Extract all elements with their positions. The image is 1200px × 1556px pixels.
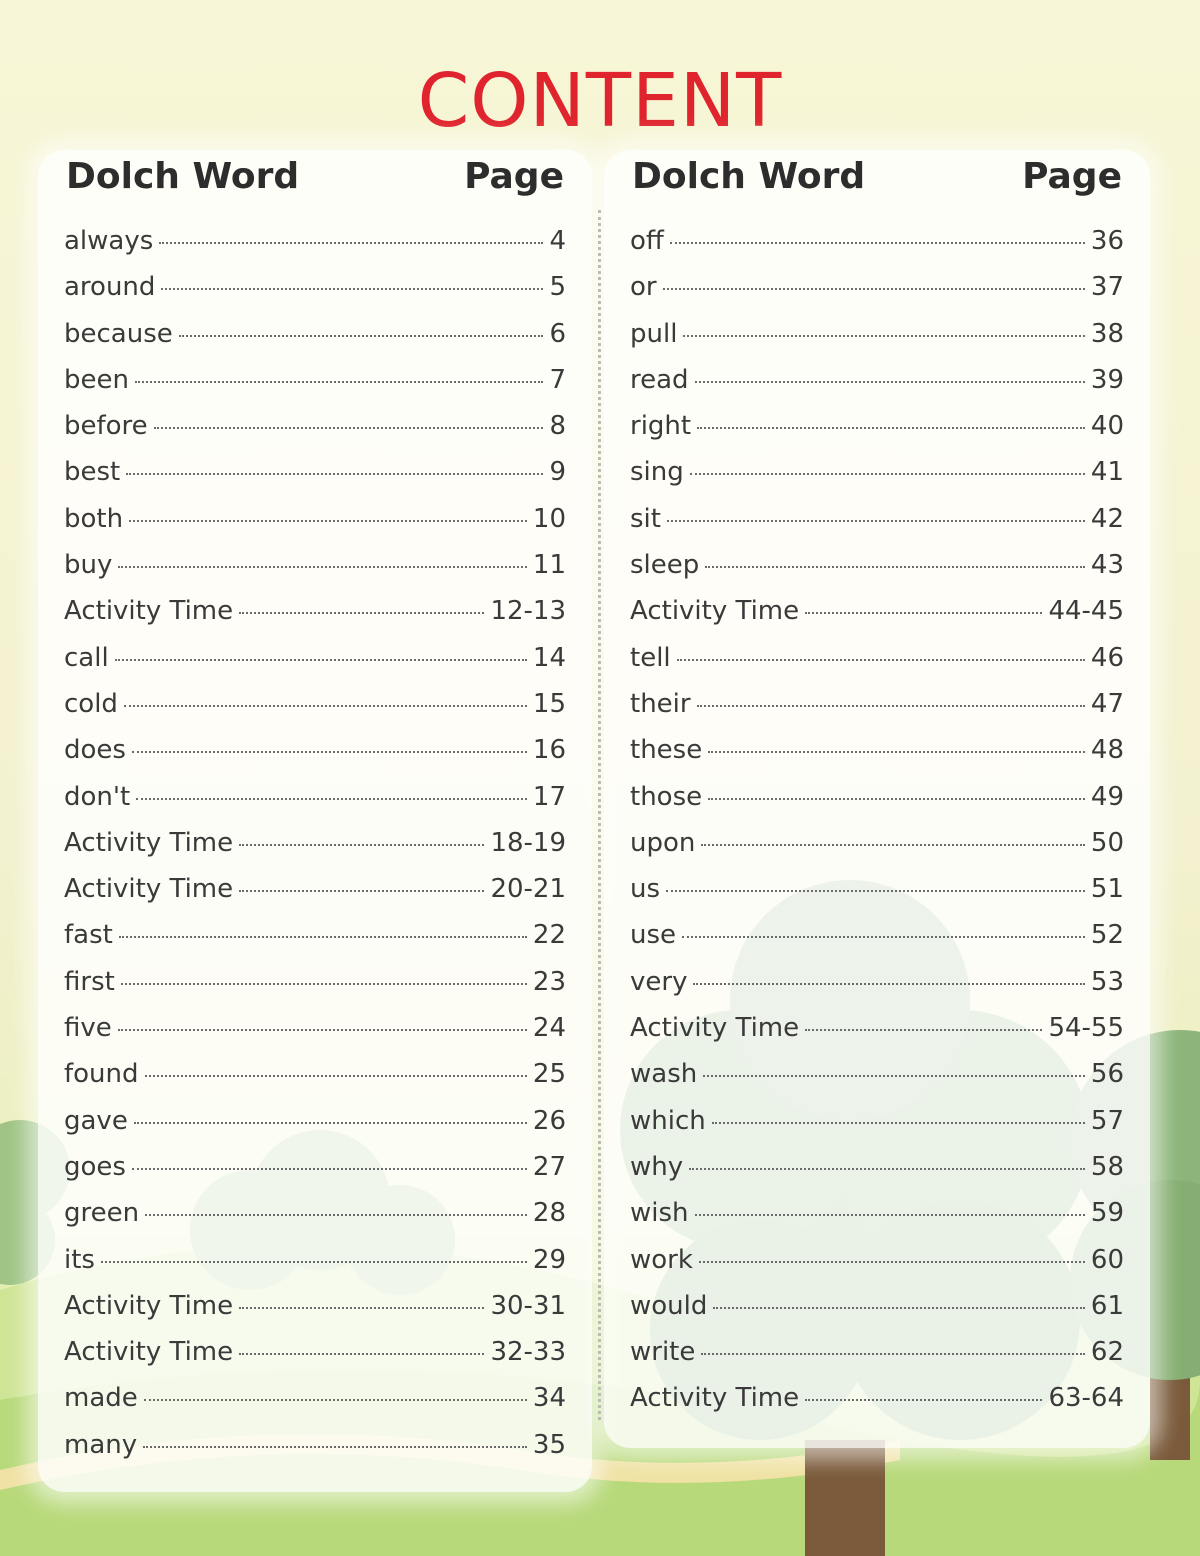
dot-leader bbox=[119, 936, 527, 938]
dot-leader bbox=[129, 520, 527, 522]
toc-entry bbox=[64, 920, 566, 966]
entry-page: 28 bbox=[532, 1198, 566, 1229]
entry-page: 20-21 bbox=[490, 874, 566, 905]
entry-word: always bbox=[64, 226, 154, 256]
toc-entry bbox=[630, 828, 1124, 874]
dot-leader bbox=[239, 1307, 484, 1309]
entry-word: does bbox=[64, 735, 126, 766]
dot-leader bbox=[805, 612, 1042, 614]
dot-leader bbox=[121, 983, 527, 985]
entry-word: or bbox=[630, 272, 657, 303]
entry-word: sleep bbox=[630, 550, 700, 581]
column-header-page: Page bbox=[464, 156, 564, 197]
entry-word: Activity Time bbox=[630, 596, 800, 627]
entry-page: 11 bbox=[532, 550, 566, 581]
entry-word: both bbox=[64, 503, 124, 534]
contents-column-right bbox=[604, 150, 1150, 1448]
toc-entry bbox=[64, 1106, 566, 1152]
dot-leader bbox=[689, 1168, 1085, 1170]
dot-leader bbox=[134, 1122, 527, 1124]
entry-word: would bbox=[630, 1290, 708, 1321]
entry-word: wash bbox=[630, 1059, 698, 1090]
entry-word: very bbox=[630, 966, 688, 997]
entry-page: 39 bbox=[1090, 364, 1124, 395]
toc-entry bbox=[64, 735, 566, 781]
entry-page: 47 bbox=[1090, 688, 1124, 719]
dot-leader bbox=[705, 566, 1085, 568]
toc-entry bbox=[64, 596, 566, 642]
entry-word: Activity Time bbox=[64, 596, 234, 627]
entry-page: 27 bbox=[532, 1151, 566, 1182]
entry-page: 49 bbox=[1090, 781, 1124, 812]
entry-page: 6 bbox=[549, 318, 566, 349]
entry-word: gave bbox=[64, 1105, 128, 1136]
entry-word: us bbox=[630, 874, 661, 905]
column-divider bbox=[598, 210, 601, 1420]
entry-page: 4 bbox=[549, 226, 566, 256]
entry-word: don't bbox=[64, 781, 131, 812]
entry-word: tell bbox=[630, 642, 671, 673]
dot-leader bbox=[695, 381, 1085, 383]
toc-entry bbox=[630, 643, 1124, 689]
entry-page: 7 bbox=[549, 364, 566, 395]
dot-leader bbox=[701, 1353, 1085, 1355]
entry-page: 29 bbox=[532, 1244, 566, 1275]
entry-page: 53 bbox=[1090, 966, 1124, 997]
toc-entry bbox=[64, 1245, 566, 1291]
toc-entry bbox=[630, 319, 1124, 365]
entry-page: 16 bbox=[532, 735, 566, 766]
toc-entry bbox=[630, 550, 1124, 596]
toc-entry bbox=[64, 1198, 566, 1244]
entry-word: Activity Time bbox=[64, 1337, 234, 1368]
dot-leader bbox=[667, 520, 1085, 522]
entry-word: cold bbox=[64, 688, 118, 719]
entry-page: 34 bbox=[532, 1383, 566, 1414]
entry-page: 40 bbox=[1090, 411, 1124, 442]
entry-page: 43 bbox=[1090, 550, 1124, 581]
dot-leader bbox=[135, 381, 543, 383]
entry-word: best bbox=[64, 457, 121, 488]
entry-word: off bbox=[630, 226, 664, 256]
dot-leader bbox=[136, 798, 527, 800]
dot-leader bbox=[145, 1214, 527, 1216]
dot-leader bbox=[239, 612, 484, 614]
dot-leader bbox=[101, 1261, 527, 1263]
entry-word: use bbox=[630, 920, 677, 951]
entry-page: 25 bbox=[532, 1059, 566, 1090]
entry-word: right bbox=[630, 411, 692, 442]
entry-page: 38 bbox=[1090, 318, 1124, 349]
entry-word: green bbox=[64, 1198, 140, 1229]
entry-word: Activity Time bbox=[64, 827, 234, 858]
entry-word: read bbox=[630, 364, 689, 395]
entry-word: before bbox=[64, 411, 148, 442]
dot-leader bbox=[118, 1029, 527, 1031]
dot-leader bbox=[115, 659, 527, 661]
toc-entry bbox=[64, 457, 566, 503]
entry-word: those bbox=[630, 781, 703, 812]
toc-entry bbox=[64, 643, 566, 689]
entry-word: which bbox=[630, 1105, 706, 1136]
entry-word: upon bbox=[630, 827, 696, 858]
toc-entry bbox=[64, 1337, 566, 1383]
entry-page: 37 bbox=[1090, 272, 1124, 303]
dot-leader bbox=[144, 1399, 527, 1401]
dot-leader bbox=[132, 1168, 527, 1170]
dot-leader bbox=[690, 473, 1085, 475]
entry-word: made bbox=[64, 1383, 138, 1414]
entry-page: 57 bbox=[1090, 1105, 1124, 1136]
toc-entry bbox=[64, 504, 566, 550]
column-header-word: Dolch Word bbox=[632, 156, 866, 197]
entry-page: 36 bbox=[1090, 226, 1124, 256]
entry-word: been bbox=[64, 364, 129, 395]
toc-entry bbox=[64, 967, 566, 1013]
dot-leader bbox=[124, 705, 527, 707]
toc-entry bbox=[64, 365, 566, 411]
toc-entry bbox=[64, 1383, 566, 1429]
column-header-page: Page bbox=[1022, 156, 1122, 197]
entry-word: found bbox=[64, 1059, 139, 1090]
entry-page: 44-45 bbox=[1048, 596, 1124, 627]
toc-entry bbox=[630, 272, 1124, 318]
entry-word: why bbox=[630, 1151, 684, 1182]
column-header bbox=[38, 150, 592, 230]
dot-leader bbox=[703, 1075, 1085, 1077]
dot-leader bbox=[118, 566, 527, 568]
toc-entry bbox=[630, 689, 1124, 735]
entry-word: fast bbox=[64, 920, 113, 951]
dot-leader bbox=[697, 427, 1085, 429]
dot-leader bbox=[154, 427, 544, 429]
entry-page: 42 bbox=[1090, 503, 1124, 534]
entry-word: goes bbox=[64, 1151, 126, 1182]
entry-page: 59 bbox=[1090, 1198, 1124, 1229]
toc-entry bbox=[64, 1059, 566, 1105]
entry-page: 48 bbox=[1090, 735, 1124, 766]
toc-entry bbox=[64, 1430, 566, 1476]
toc-entry bbox=[630, 411, 1124, 457]
toc-entry bbox=[630, 1059, 1124, 1105]
entry-page: 41 bbox=[1090, 457, 1124, 488]
column-header bbox=[604, 150, 1150, 230]
entry-word: around bbox=[64, 272, 156, 303]
entry-page: 15 bbox=[532, 688, 566, 719]
toc-entry bbox=[630, 1291, 1124, 1337]
dot-leader bbox=[670, 242, 1085, 244]
entry-page: 10 bbox=[532, 503, 566, 534]
entry-word: its bbox=[64, 1244, 95, 1275]
entry-word: call bbox=[64, 642, 109, 673]
dot-leader bbox=[239, 1353, 484, 1355]
toc-entry bbox=[630, 1152, 1124, 1198]
entry-page: 51 bbox=[1090, 874, 1124, 905]
dot-leader bbox=[663, 288, 1085, 290]
entry-word: Activity Time bbox=[630, 1383, 800, 1414]
entry-word: work bbox=[630, 1244, 693, 1275]
dot-leader bbox=[677, 659, 1085, 661]
dot-leader bbox=[239, 890, 484, 892]
dot-leader bbox=[179, 335, 544, 337]
toc-entry bbox=[630, 920, 1124, 966]
dot-leader bbox=[682, 936, 1085, 938]
dot-leader bbox=[805, 1029, 1042, 1031]
entry-page: 63-64 bbox=[1048, 1383, 1124, 1414]
dot-leader bbox=[683, 335, 1084, 337]
toc-entry bbox=[64, 1152, 566, 1198]
entry-word: their bbox=[630, 688, 691, 719]
dot-leader bbox=[161, 288, 543, 290]
entry-page: 22 bbox=[532, 920, 566, 951]
entry-page: 5 bbox=[549, 272, 566, 303]
entry-word: buy bbox=[64, 550, 113, 581]
entry-word: Activity Time bbox=[64, 874, 234, 905]
entry-page: 35 bbox=[532, 1429, 566, 1460]
dot-leader bbox=[666, 890, 1085, 892]
toc-entry bbox=[64, 226, 566, 272]
entry-list bbox=[64, 226, 566, 1476]
entry-page: 54-55 bbox=[1048, 1013, 1124, 1044]
toc-entry bbox=[630, 967, 1124, 1013]
entry-page: 52 bbox=[1090, 920, 1124, 951]
dot-leader bbox=[713, 1307, 1085, 1309]
toc-entry bbox=[64, 828, 566, 874]
dot-leader bbox=[159, 242, 543, 244]
toc-entry bbox=[64, 411, 566, 457]
entry-word: because bbox=[64, 318, 173, 349]
toc-entry bbox=[630, 782, 1124, 828]
entry-page: 56 bbox=[1090, 1059, 1124, 1090]
toc-entry bbox=[64, 1291, 566, 1337]
contents-column-left bbox=[38, 150, 592, 1492]
entry-page: 46 bbox=[1090, 642, 1124, 673]
dot-leader bbox=[143, 1446, 527, 1448]
toc-entry bbox=[630, 1245, 1124, 1291]
toc-entry bbox=[64, 550, 566, 596]
entry-page: 9 bbox=[549, 457, 566, 488]
page-title: CONTENT bbox=[417, 58, 783, 144]
dot-leader bbox=[239, 844, 484, 846]
entry-page: 30-31 bbox=[490, 1290, 566, 1321]
toc-entry bbox=[630, 504, 1124, 550]
entry-page: 17 bbox=[532, 781, 566, 812]
column-header-word: Dolch Word bbox=[66, 156, 300, 197]
dot-leader bbox=[695, 1214, 1085, 1216]
toc-entry bbox=[64, 874, 566, 920]
dot-leader bbox=[805, 1399, 1042, 1401]
toc-entry bbox=[630, 874, 1124, 920]
entry-word: many bbox=[64, 1429, 138, 1460]
toc-entry bbox=[630, 1337, 1124, 1383]
toc-entry bbox=[630, 596, 1124, 642]
toc-entry bbox=[630, 1383, 1124, 1429]
entry-page: 26 bbox=[532, 1105, 566, 1136]
entry-page: 18-19 bbox=[490, 827, 566, 858]
dot-leader bbox=[697, 705, 1085, 707]
entry-page: 12-13 bbox=[490, 596, 566, 627]
entry-page: 32-33 bbox=[490, 1337, 566, 1368]
entry-page: 8 bbox=[549, 411, 566, 442]
toc-entry bbox=[630, 1013, 1124, 1059]
toc-entry bbox=[630, 365, 1124, 411]
entry-word: Activity Time bbox=[630, 1013, 800, 1044]
entry-word: sing bbox=[630, 457, 684, 488]
entry-word: first bbox=[64, 966, 115, 997]
entry-page: 58 bbox=[1090, 1151, 1124, 1182]
dot-leader bbox=[132, 751, 527, 753]
dot-leader bbox=[701, 844, 1085, 846]
entry-word: Activity Time bbox=[64, 1290, 234, 1321]
entry-word: these bbox=[630, 735, 703, 766]
entry-page: 24 bbox=[532, 1013, 566, 1044]
entry-page: 14 bbox=[532, 642, 566, 673]
entry-word: sit bbox=[630, 503, 661, 534]
toc-entry bbox=[630, 1198, 1124, 1244]
dot-leader bbox=[693, 983, 1084, 985]
entry-list bbox=[630, 226, 1124, 1430]
toc-entry bbox=[64, 272, 566, 318]
toc-entry bbox=[64, 689, 566, 735]
entry-page: 61 bbox=[1090, 1290, 1124, 1321]
dot-leader bbox=[699, 1261, 1085, 1263]
toc-entry bbox=[64, 1013, 566, 1059]
dot-leader bbox=[145, 1075, 527, 1077]
entry-word: pull bbox=[630, 318, 678, 349]
entry-page: 62 bbox=[1090, 1337, 1124, 1368]
toc-entry bbox=[630, 226, 1124, 272]
entry-page: 50 bbox=[1090, 827, 1124, 858]
toc-entry bbox=[64, 319, 566, 365]
dot-leader bbox=[712, 1122, 1085, 1124]
dot-leader bbox=[126, 473, 543, 475]
toc-entry bbox=[630, 457, 1124, 503]
toc-entry bbox=[630, 1106, 1124, 1152]
toc-entry bbox=[630, 735, 1124, 781]
entry-word: five bbox=[64, 1013, 112, 1044]
dot-leader bbox=[708, 798, 1085, 800]
entry-page: 23 bbox=[532, 966, 566, 997]
entry-word: wish bbox=[630, 1198, 689, 1229]
dot-leader bbox=[708, 751, 1085, 753]
entry-page: 60 bbox=[1090, 1244, 1124, 1275]
toc-entry bbox=[64, 782, 566, 828]
entry-word: write bbox=[630, 1337, 696, 1368]
